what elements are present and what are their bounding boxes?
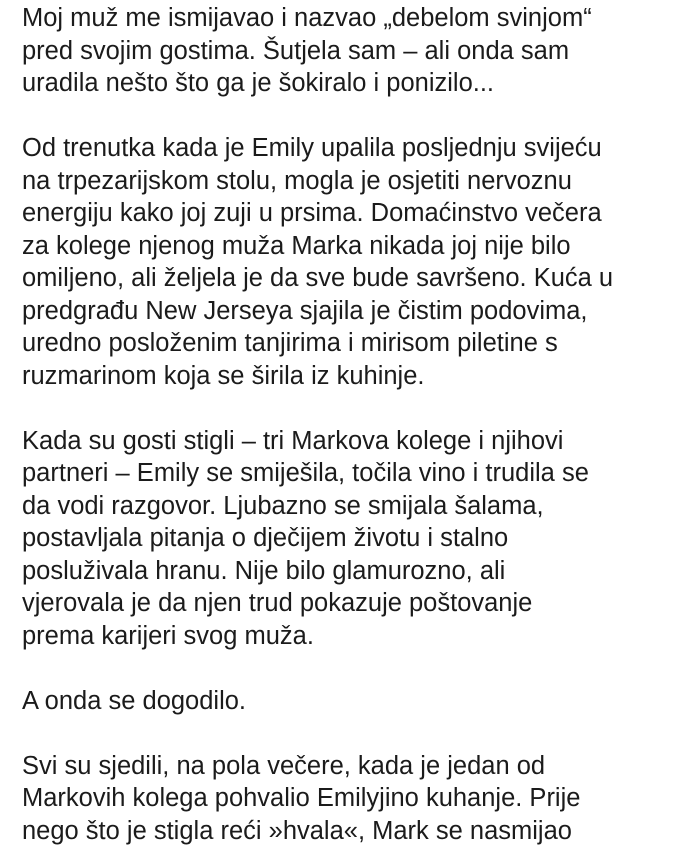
text-line: vjerovala je da njen trud pokazuje poštovanje [22,589,533,617]
text-line: A onda se dogodilo. [22,686,247,715]
text-line: energiju kako joj zuji u prsima. Domaćinstvo večera [22,199,602,227]
text-line: Svi su sjedili, na pola večere, kada je jedan od [22,751,546,780]
text-line: da vodi razgovor. Ljubazno se smijala šalama, [22,491,544,520]
paragraph-title [22,2,692,100]
text-line: na trpezarijskom stolu, mogla je osjetiti nervoznu [22,166,572,195]
paragraph-turn [22,685,692,718]
text-line: za kolege njenog muža Marka nikada joj nije bilo [22,231,571,260]
text-line: postavljala pitanja o dječijem životu i stalno [22,524,509,552]
text-line: uredno posloženim tanjirima i mirisom piletine s [22,329,558,357]
text-line: predgrađu New Jerseya sjajila je čistim podovima, [22,296,588,325]
paragraph-guests [22,425,692,653]
text-line: nego što je stigla reći »hvala«, Mark se nasmijao [22,816,572,845]
text-line: Moj muž me ismijavao i nazvao „debelom svinjom“ [22,4,592,32]
text-line: prema karijeri svog muža. [22,621,314,650]
text-line: omiljeno, ali željela je da sve bude savršeno. Kuća u [22,264,614,292]
text-line: Kada su gosti stigli – tri Markova kolege i njihovi [22,426,564,455]
text-line: Markovih kolega pohvalio Emilyjino kuhanje. Prije [22,784,581,812]
text-line: partneri – Emily se smiješila, točila vino i trudila se [22,459,589,487]
text-line: Od trenutka kada je Emily upalila posljednju svijeću [22,134,602,162]
text-line: ruzmarinom koja se širila iz kuhinje. [22,361,425,390]
post-text [22,2,692,854]
text-line: posluživala hranu. Nije bilo glamurozno, ali [22,556,506,585]
paragraph-dinner [22,750,692,848]
paragraph-intro [22,132,692,392]
text-line: uradila nešto što ga je šokiralo i ponizilo... [22,69,495,97]
text-line: pred svojim gostima. Šutjela sam – ali onda sam [22,36,570,65]
